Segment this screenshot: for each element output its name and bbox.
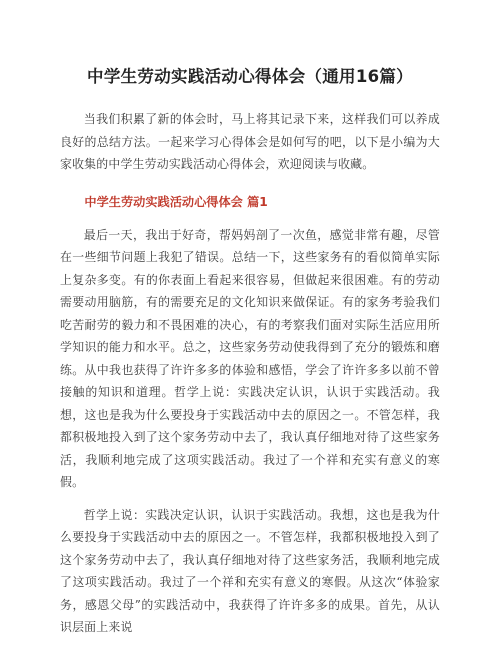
document-title: 中学生劳动实践活动心得体会（通用16篇） <box>87 67 413 86</box>
body-paragraph-1: 最后一天，我出于好奇，帮妈妈剖了一次鱼，感觉非常有趣，尽管在一些细节问题上我犯了错误。总结一下，这些家务有的看似简单实际上复杂多变。有的你表面上看起来很容易，但做起来很困难。有的劳动需要动用脑筋，有的需要充足的文化知识来做保证。有的家务考验我们吃苦耐劳的毅力和不畏困难的决心，有的考察我们面对实际生活应用所学知识的能力和水平。总之，这些家务劳动使我得到了充分的锻炼和磨练。从中我也获得了许许多多的体验和感悟，学会了许许多多以前不曾接触的知识和道理。哲学上说：实践决定认识，认识于实践活动。我想，这也是我为什么要投身于实践活动中去的原因之一。不管怎样，我都积极地投入到了这个家务劳动中去了，我认真仔细地对待了这些家务活，我顺利地完成了这项实践活动。我过了一个祥和充实有意义的寒假。 <box>60 227 440 489</box>
section-heading: 中学生劳动实践活动心得体会 篇1 <box>84 194 268 209</box>
body-paragraph-2: 哲学上说：实践决定认识，认识于实践活动。我想，这也是我为什么要投身于实践活动中去的原因之一。不管怎样，我都积极地投入到了这个家务劳动中去了，我认真仔细地对待了这些家务活，我顺利地完成了这项实践活动。我过了一个祥和充实有意义的寒假。从这次“体验家务，感恩父母”的实践活动中，我获得了许许多多的成果。首先，从认识层面上来说 <box>60 507 440 634</box>
intro-paragraph: 当我们积累了新的体会时，马上将其记录下来，这样我们可以养成良好的总结方法。一起来学习心得体会是如何写的吧，以下是小编为大家收集的中学生劳动实践活动心得体会，欢迎阅读与收藏。 <box>60 112 440 171</box>
